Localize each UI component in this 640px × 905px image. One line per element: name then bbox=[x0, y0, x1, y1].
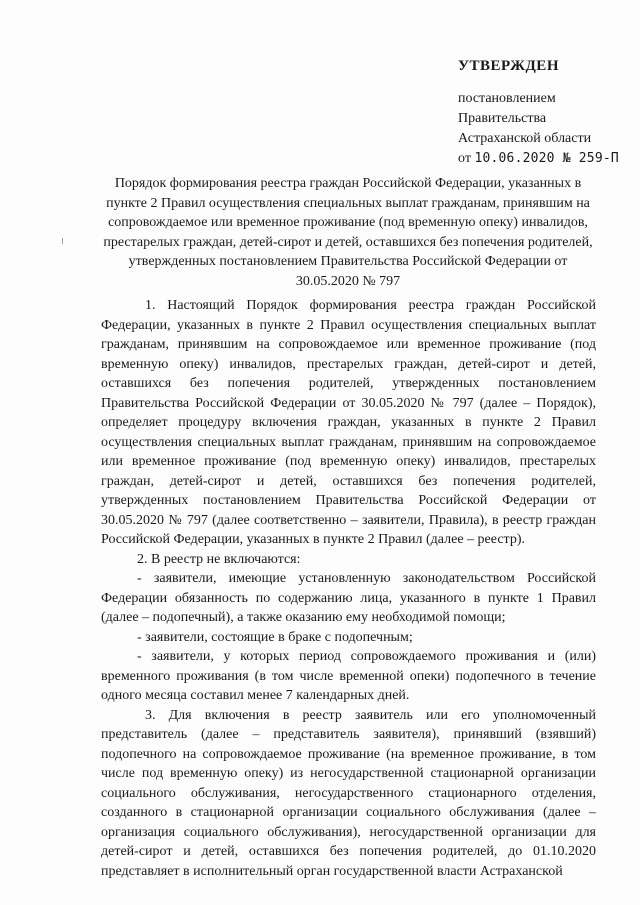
approval-line-2: Правительства bbox=[458, 111, 547, 126]
document-title: Порядок формирования реестра граждан Российской Федерации, указанных в пункте 2 Правил осуществления специальных выплат гражданам, принявшим на сопровождаемое или временное проживание (под временную опеку) инвалидов, престарелых граждан, детей-сирот и детей, оставшихся без попечения родителей, утвержденных постановлением Правительства Российской Федерации от 30.05.2020 № 797 bbox=[103, 176, 593, 289]
paragraph-2: 2. В реестр не включаются: bbox=[137, 551, 301, 567]
document-body bbox=[101, 296, 596, 881]
approval-line-3: Астраханской области bbox=[458, 131, 592, 146]
margin-mark bbox=[62, 238, 63, 244]
paragraph-2-item-2: - заявители, состоящие в браке с подопечным; bbox=[137, 629, 413, 645]
approval-date-stamp: 10.06.2020 № 259-П bbox=[474, 151, 619, 166]
approval-line-1: постановлением bbox=[458, 91, 556, 106]
approval-date-prefix: от bbox=[458, 151, 471, 166]
paragraph-2-item-1: - заявители, имеющие установленную законодательством Российской Федерации обязанность по содержанию лица, указанного в пункте 1 Правил (далее – подопечный), а также оказанию ему необходимой помощи; bbox=[101, 571, 596, 625]
paragraph-2-item-3: - заявители, у которых период сопровождаемого проживания и (или) временного проживания (в том числе временной опеки) подопечного в течение одного месяца составил менее 7 календарных дней. bbox=[101, 649, 596, 703]
approval-block bbox=[458, 56, 640, 169]
paragraph-1: 1. Настоящий Порядок формирования реестра граждан Российской Федерации, указанных в пункте 2 Правил осуществления специальных выплат гражданам, принявшим на сопровождаемое или временное проживание (под временную опеку) инвалидов, престарелых граждан, детей-сирот и детей, оставшихся без попечения родителей, утвержденных постановлением Правительства Российской Федерации от 30.05.2020 № 797 (далее – Порядок), определяет процедуру включения граждан, указанных в пункте 2 Правил осуществления специальных выплат гражданам, принявшим на сопровождаемое или временное проживание (под временную опеку) инвалидов, престарелых граждан, детей-сирот и детей, оставшихся без попечения родителей, утвержденных постановлением Правительства Российской Федерации от 30.05.2020 № 797 (далее соответственно – заявители, Правила), в реестр граждан Российской Федерации, указанных в пункте 2 Правил (далее – реестр). bbox=[101, 298, 596, 547]
approval-date-line bbox=[458, 149, 640, 169]
approval-heading: УТВЕРЖДЕН bbox=[458, 58, 559, 74]
paragraph-3: 3. Для включения в реестр заявитель или его уполномоченный представитель (далее – представитель заявителя), принявший (взявший) подопечного на сопровождаемое проживание (на временное проживание, в том числе под временную опеку) из негосударственной стационарной организации социального обслуживания, негосударственного стационарного отделения, созданного в стационарной организации социального обслуживания (далее – организация социального обслуживания), негосударственной организации для детей-сирот и детей, оставшихся без попечения родителей, до 01.10.2020 представляет в исполнительный орган государственной власти Астраханской bbox=[101, 707, 596, 879]
